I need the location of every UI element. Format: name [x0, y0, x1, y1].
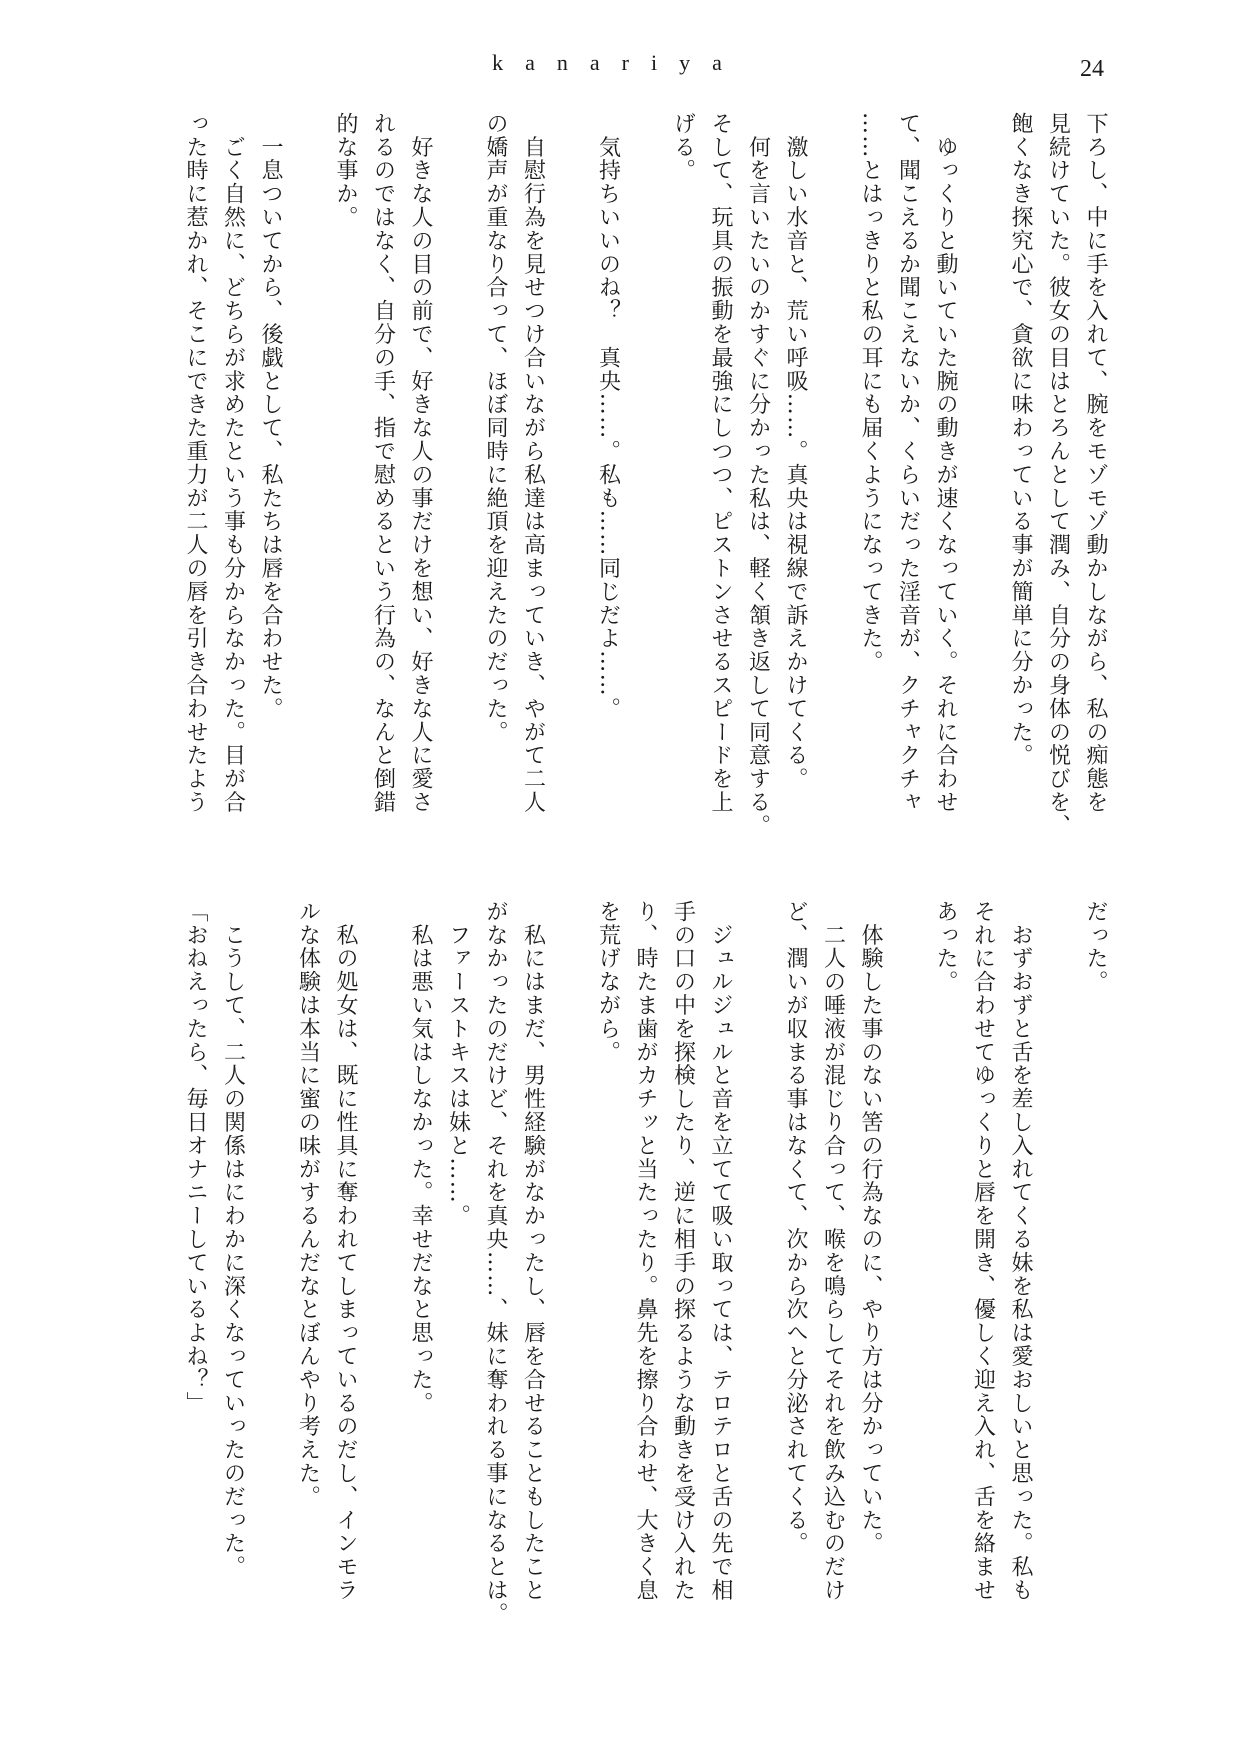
text-line: 好きな人の目の前で、好きな人の事だけを想い、好きな人に愛さ	[408, 112, 433, 814]
text-line: ルな体験は本当に蜜の味がするんだなとぼんやり考えた。	[295, 900, 321, 1509]
text-line: 「おねえったら、毎日オナニーしているよね？」	[183, 900, 208, 1415]
text-line: げる。	[670, 112, 696, 183]
text-block-bottom	[177, 900, 1115, 1626]
text-line: おずおずと舌を差し入れてくる妹を私は愛おしいと思った。私も	[1008, 900, 1033, 1602]
text-line: った時に惹かれ、そこにできた重力が二人の唇を引き合わせたよう	[183, 112, 208, 814]
text-line: 私にはまだ、男性経験がなかったし、唇を合せることもしたこと	[520, 900, 546, 1602]
blank-line	[552, 112, 590, 832]
text-line: 激しい水音と、荒い呼吸……。真央は視線で訴えかけてくる。	[783, 112, 808, 791]
blank-line	[1039, 900, 1077, 1620]
text-line: て、聞こえるか聞こえないか、くらいだった淫音が、クチャクチャ	[895, 112, 921, 814]
text-line: ゆっくりと動いていた腕の動きが速くなっていく。それに合わせ	[933, 112, 958, 814]
blank-line	[739, 900, 777, 1620]
blank-line	[889, 900, 927, 1620]
text-line: こうして、二人の関係はにわかに深くなっていったのだった。	[220, 900, 246, 1579]
text-line: それに合わせてゆっくりと唇を開き、優しく迎え入れ、舌を絡ませ	[970, 900, 996, 1602]
text-line: 下ろし、中に手を入れて、腕をモゾモゾ動かしながら、私の痴態を	[1083, 112, 1108, 814]
text-line: り、時たま歯がカチッと当たったり。鼻先を擦り合わせ、大きく息	[633, 900, 658, 1602]
text-line: 一息ついてから、後戯として、私たちは唇を合わせた。	[258, 112, 283, 721]
text-line: あった。	[933, 900, 958, 994]
text-line: ……とはっきりと私の耳にも届くようになってきた。	[858, 112, 883, 674]
text-line: ど、潤いが収まる事はなくて、次から次へと分泌されてくる。	[783, 900, 808, 1556]
page-number: 24	[1080, 56, 1104, 82]
text-line: 的な事か。	[333, 112, 358, 229]
text-line: 体験した事のない筈の行為なのに、やり方は分かっていた。	[858, 900, 883, 1556]
text-line: 私は悪い気はしなかった。幸せだなと思った。	[408, 900, 433, 1415]
text-line: ごく自然に、どちらが求めたという事も分からなかった。目が合	[220, 112, 246, 814]
text-line: 飽くなき探究心で、貪欲に味わっている事が簡単に分かった。	[1008, 112, 1033, 768]
blank-line	[627, 112, 665, 832]
blank-line	[289, 112, 327, 832]
text-line: がなかったのだけど、それを真央……、妹に奪われる事になるとは。	[483, 900, 508, 1626]
blank-line	[364, 900, 402, 1620]
text-line: を荒げながら。	[595, 900, 621, 1064]
text-line: ファーストキスは妹と……。	[445, 900, 471, 1228]
blank-line	[814, 112, 852, 832]
text-line: 気持ちいいのね？ 真央……。私も……同じだよ……。	[595, 112, 621, 721]
text-line: 何を言いたいのかすぐに分かった私は、軽く頷き返して同意する。	[745, 112, 771, 838]
text-line: そして、玩具の振動を最強にしつつ、ピストンさせるスピードを上	[708, 112, 733, 814]
text-line: 二人の唾液が混じり合って、喉を鳴らしてそれを飲み込むのだけ	[820, 900, 846, 1602]
blank-line	[439, 112, 477, 832]
blank-line	[964, 112, 1002, 832]
running-title: kanariya	[492, 50, 744, 75]
text-line: 手の口の中を探検したり、逆に相手の探るような動きを受け入れた	[670, 900, 696, 1602]
text-block-top	[177, 112, 1115, 838]
blank-line	[552, 900, 590, 1620]
text-line: だった。	[1083, 900, 1108, 994]
text-line: ジュルジュルと音を立てて吸い取っては、テロテロと舌の先で相	[708, 900, 733, 1602]
text-line: 私の処女は、既に性具に奪われてしまっているのだし、インモラ	[333, 900, 358, 1602]
text-line: れるのではなく、自分の手、指で慰めるという行為の、なんと倒錯	[370, 112, 396, 814]
blank-line	[252, 900, 290, 1620]
text-line: 見続けていた。彼女の目はとろんとして潤み、自分の身体の悦びを、	[1045, 112, 1071, 838]
text-line: 自慰行為を見せつけ合いながら私達は高まっていき、やがて二人	[520, 112, 546, 814]
text-line: の嬌声が重なり合って、ほぼ同時に絶頂を迎えたのだった。	[483, 112, 508, 744]
